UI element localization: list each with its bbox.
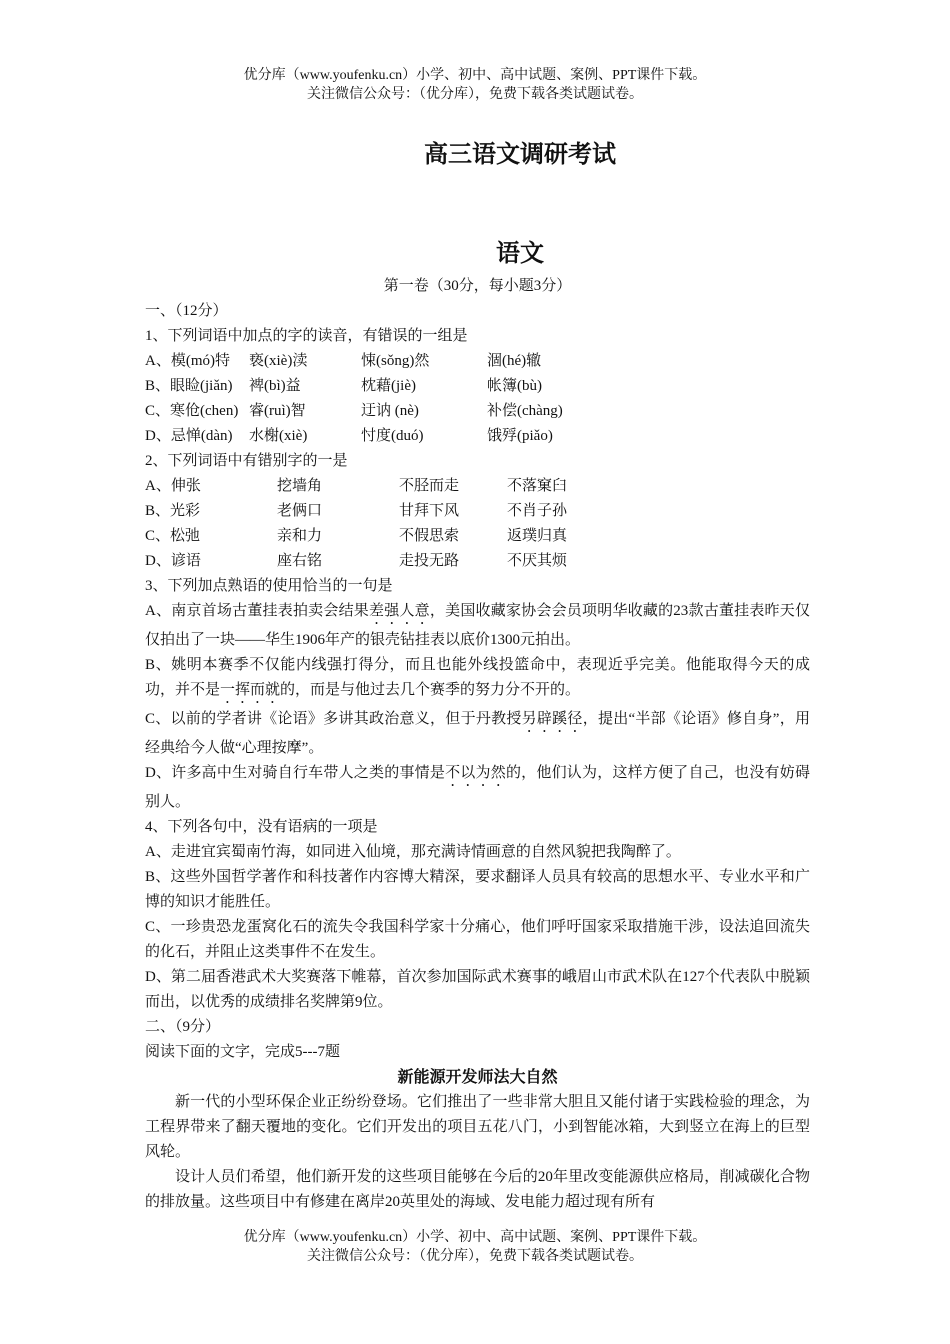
question-1-option-c xyxy=(145,399,810,424)
option-word: D、忌惮(dàn) xyxy=(145,428,233,444)
option-word: 补偿(chàng) xyxy=(487,403,563,419)
question-4-option-b: B、这些外国哲学著作和科技著作内容博大精深，要求翻译人员具有较高的思想水平、专业水平和广博的知识才能胜任。 xyxy=(145,869,810,910)
subject-title: 语文 xyxy=(496,240,544,267)
option-word: 甘拜下风 xyxy=(399,503,460,519)
question-4-option-c: C、一珍贵恐龙蛋窝化石的流失令我国科学家十分痛心，他们呼吁国家采取措施干涉，设法追回流失的化石，并阻止这类事件不在发生。 xyxy=(145,919,810,960)
option-word: 迂讷 (nè) xyxy=(361,403,419,419)
option-word: 不胫而走 xyxy=(399,478,460,494)
option-word: C、寒伧(chen) xyxy=(145,403,239,419)
option-word: 帐簿(bù) xyxy=(487,378,542,394)
question-2-option-b xyxy=(145,499,810,524)
question-2-option-a xyxy=(145,474,810,499)
page-footer xyxy=(0,1228,950,1266)
option-word: 返璞归真 xyxy=(507,528,568,544)
option-word: 裨(bì)益 xyxy=(249,378,301,394)
option-word: D、谚语 xyxy=(145,553,201,569)
question-4-option-d: D、第二届香港武术大奖赛落下帷幕，首次参加国际武术赛事的峨眉山市武术队在127个代表队中脱颖而出，以优秀的成绩排名奖牌第9位。 xyxy=(145,969,810,1010)
question-3-option-a xyxy=(145,599,810,653)
option-word: 枕藉(jiè) xyxy=(361,378,416,394)
question-4-option-a: A、走进宜宾蜀南竹海，如同进入仙境，那充满诗情画意的自然风貌把我陶醉了。 xyxy=(145,844,681,860)
article-paragraph-2: 设计人员们希望，他们新开发的这些项目能够在今后的20年里改变能源供应格局，削减碳化合物的排放量。这些项目中有修建在离岸20英里处的海域、发电能力超过现有所有 xyxy=(145,1169,810,1210)
header-line-2: 关注微信公众号：（优分库），免费下载各类试题试卷。 xyxy=(307,87,643,102)
question-1-option-a xyxy=(145,349,810,374)
option-text: D、许多高中生对骑自行车带人之类的事情是 xyxy=(145,765,446,781)
option-word: 座右铭 xyxy=(277,553,323,569)
question-1-stem: 1、下列词语中加点的字的读音，有错误的一组是 xyxy=(145,328,468,344)
option-text: B、姚明本赛季不仅能内线强打得分，而且也能外线投篮命中，表现近乎完美。他能取得今天的成功，并不是 xyxy=(145,657,810,698)
option-word: B、光彩 xyxy=(145,503,201,519)
option-word: 挖墙角 xyxy=(277,478,323,494)
header-line-1: 优分库（www.youfenku.cn）小学、初中、高中试题、案例、PPT课件下载。 xyxy=(243,68,707,83)
dotted-idiom: 差强人意 xyxy=(369,603,430,619)
dotted-idiom: 一挥而就 xyxy=(220,682,281,698)
question-3-stem: 3、下列加点熟语的使用恰当的一句是 xyxy=(145,578,393,594)
option-word: A、模(mó)特 xyxy=(145,353,230,369)
question-3-option-b xyxy=(145,653,810,707)
option-word: 水榭(xiè) xyxy=(249,428,308,444)
page-header xyxy=(0,66,950,104)
option-word: 不落窠臼 xyxy=(507,478,568,494)
option-word: 老俩口 xyxy=(277,503,323,519)
dotted-idiom: 另辟蹊径 xyxy=(521,711,583,727)
option-text: A、南京首场古董挂表拍卖会结果 xyxy=(145,603,370,619)
option-word: 睿(ruì)智 xyxy=(249,403,306,419)
option-word: 悚(sǒng)然 xyxy=(361,353,430,369)
exam-content xyxy=(145,274,810,1215)
option-word: 亵(xiè)渎 xyxy=(249,353,308,369)
option-text: 的，而是与他过去几个赛季的努力分不开的。 xyxy=(280,682,581,698)
option-word: C、松弛 xyxy=(145,528,201,544)
question-1-option-b xyxy=(145,374,810,399)
footer-line-2: 关注微信公众号：（优分库），免费下载各类试题试卷。 xyxy=(307,1249,643,1264)
option-text: ，美国收藏家协会会员项明华收藏的23款古董挂表昨天仅仅拍出了一块——华生1906年产的银壳钻挂表以底价1300元拍出。 xyxy=(145,603,810,648)
question-2-option-d xyxy=(145,549,810,574)
option-text: ，提出“半部《论语》修自身”，用经典给今人做“心理按摩”。 xyxy=(145,711,810,756)
exam-title: 高三语文调研考试 xyxy=(424,141,616,168)
question-4-stem: 4、下列各句中，没有语病的一项是 xyxy=(145,819,378,835)
option-text: 的，他们认为，这样方便了自己，也没有妨碍别人。 xyxy=(145,765,810,810)
reading-instruction: 阅读下面的文字，完成5---7题 xyxy=(145,1044,340,1060)
option-word: 涸(hé)辙 xyxy=(487,353,542,369)
footer-line-1: 优分库（www.youfenku.cn）小学、初中、高中试题、案例、PPT课件下载。 xyxy=(243,1230,707,1245)
question-2-option-c xyxy=(145,524,810,549)
option-word: 走投无路 xyxy=(399,553,460,569)
section-two-heading: 二、（9分） xyxy=(145,1019,221,1035)
section-one-heading: 一、（12分） xyxy=(145,303,228,319)
article-paragraph-1: 新一代的小型环保企业正纷纷登场。它们推出了一些非常大胆且又能付诸于实践检验的理念，为工程界带来了翻天覆地的变化。它们开发出的项目五花八门，小到智能冰箱，大到竖立在海上的巨型风轮。 xyxy=(145,1094,810,1160)
option-word: 忖度(duó) xyxy=(361,428,424,444)
question-3-option-d xyxy=(145,761,810,815)
option-word: 不假思索 xyxy=(399,528,460,544)
question-2-stem: 2、下列词语中有错别字的一是 xyxy=(145,453,348,469)
option-word: A、伸张 xyxy=(145,478,201,494)
part-one-heading: 第一卷（30分，每小题3分） xyxy=(383,278,572,294)
option-text: C、以前的学者讲《论语》多讲其政治意义，但于丹教授 xyxy=(145,711,522,727)
option-word: B、眼睑(jiǎn) xyxy=(145,378,233,394)
option-word: 亲和力 xyxy=(277,528,323,544)
option-word: 不厌其烦 xyxy=(507,553,568,569)
question-3-option-c xyxy=(145,707,810,761)
option-word: 饿殍(piǎo) xyxy=(487,428,553,444)
article-title: 新能源开发师法大自然 xyxy=(397,1069,558,1086)
option-word: 不肖子孙 xyxy=(507,503,568,519)
question-1-option-d xyxy=(145,424,810,449)
dotted-idiom: 不以为然 xyxy=(445,765,506,781)
